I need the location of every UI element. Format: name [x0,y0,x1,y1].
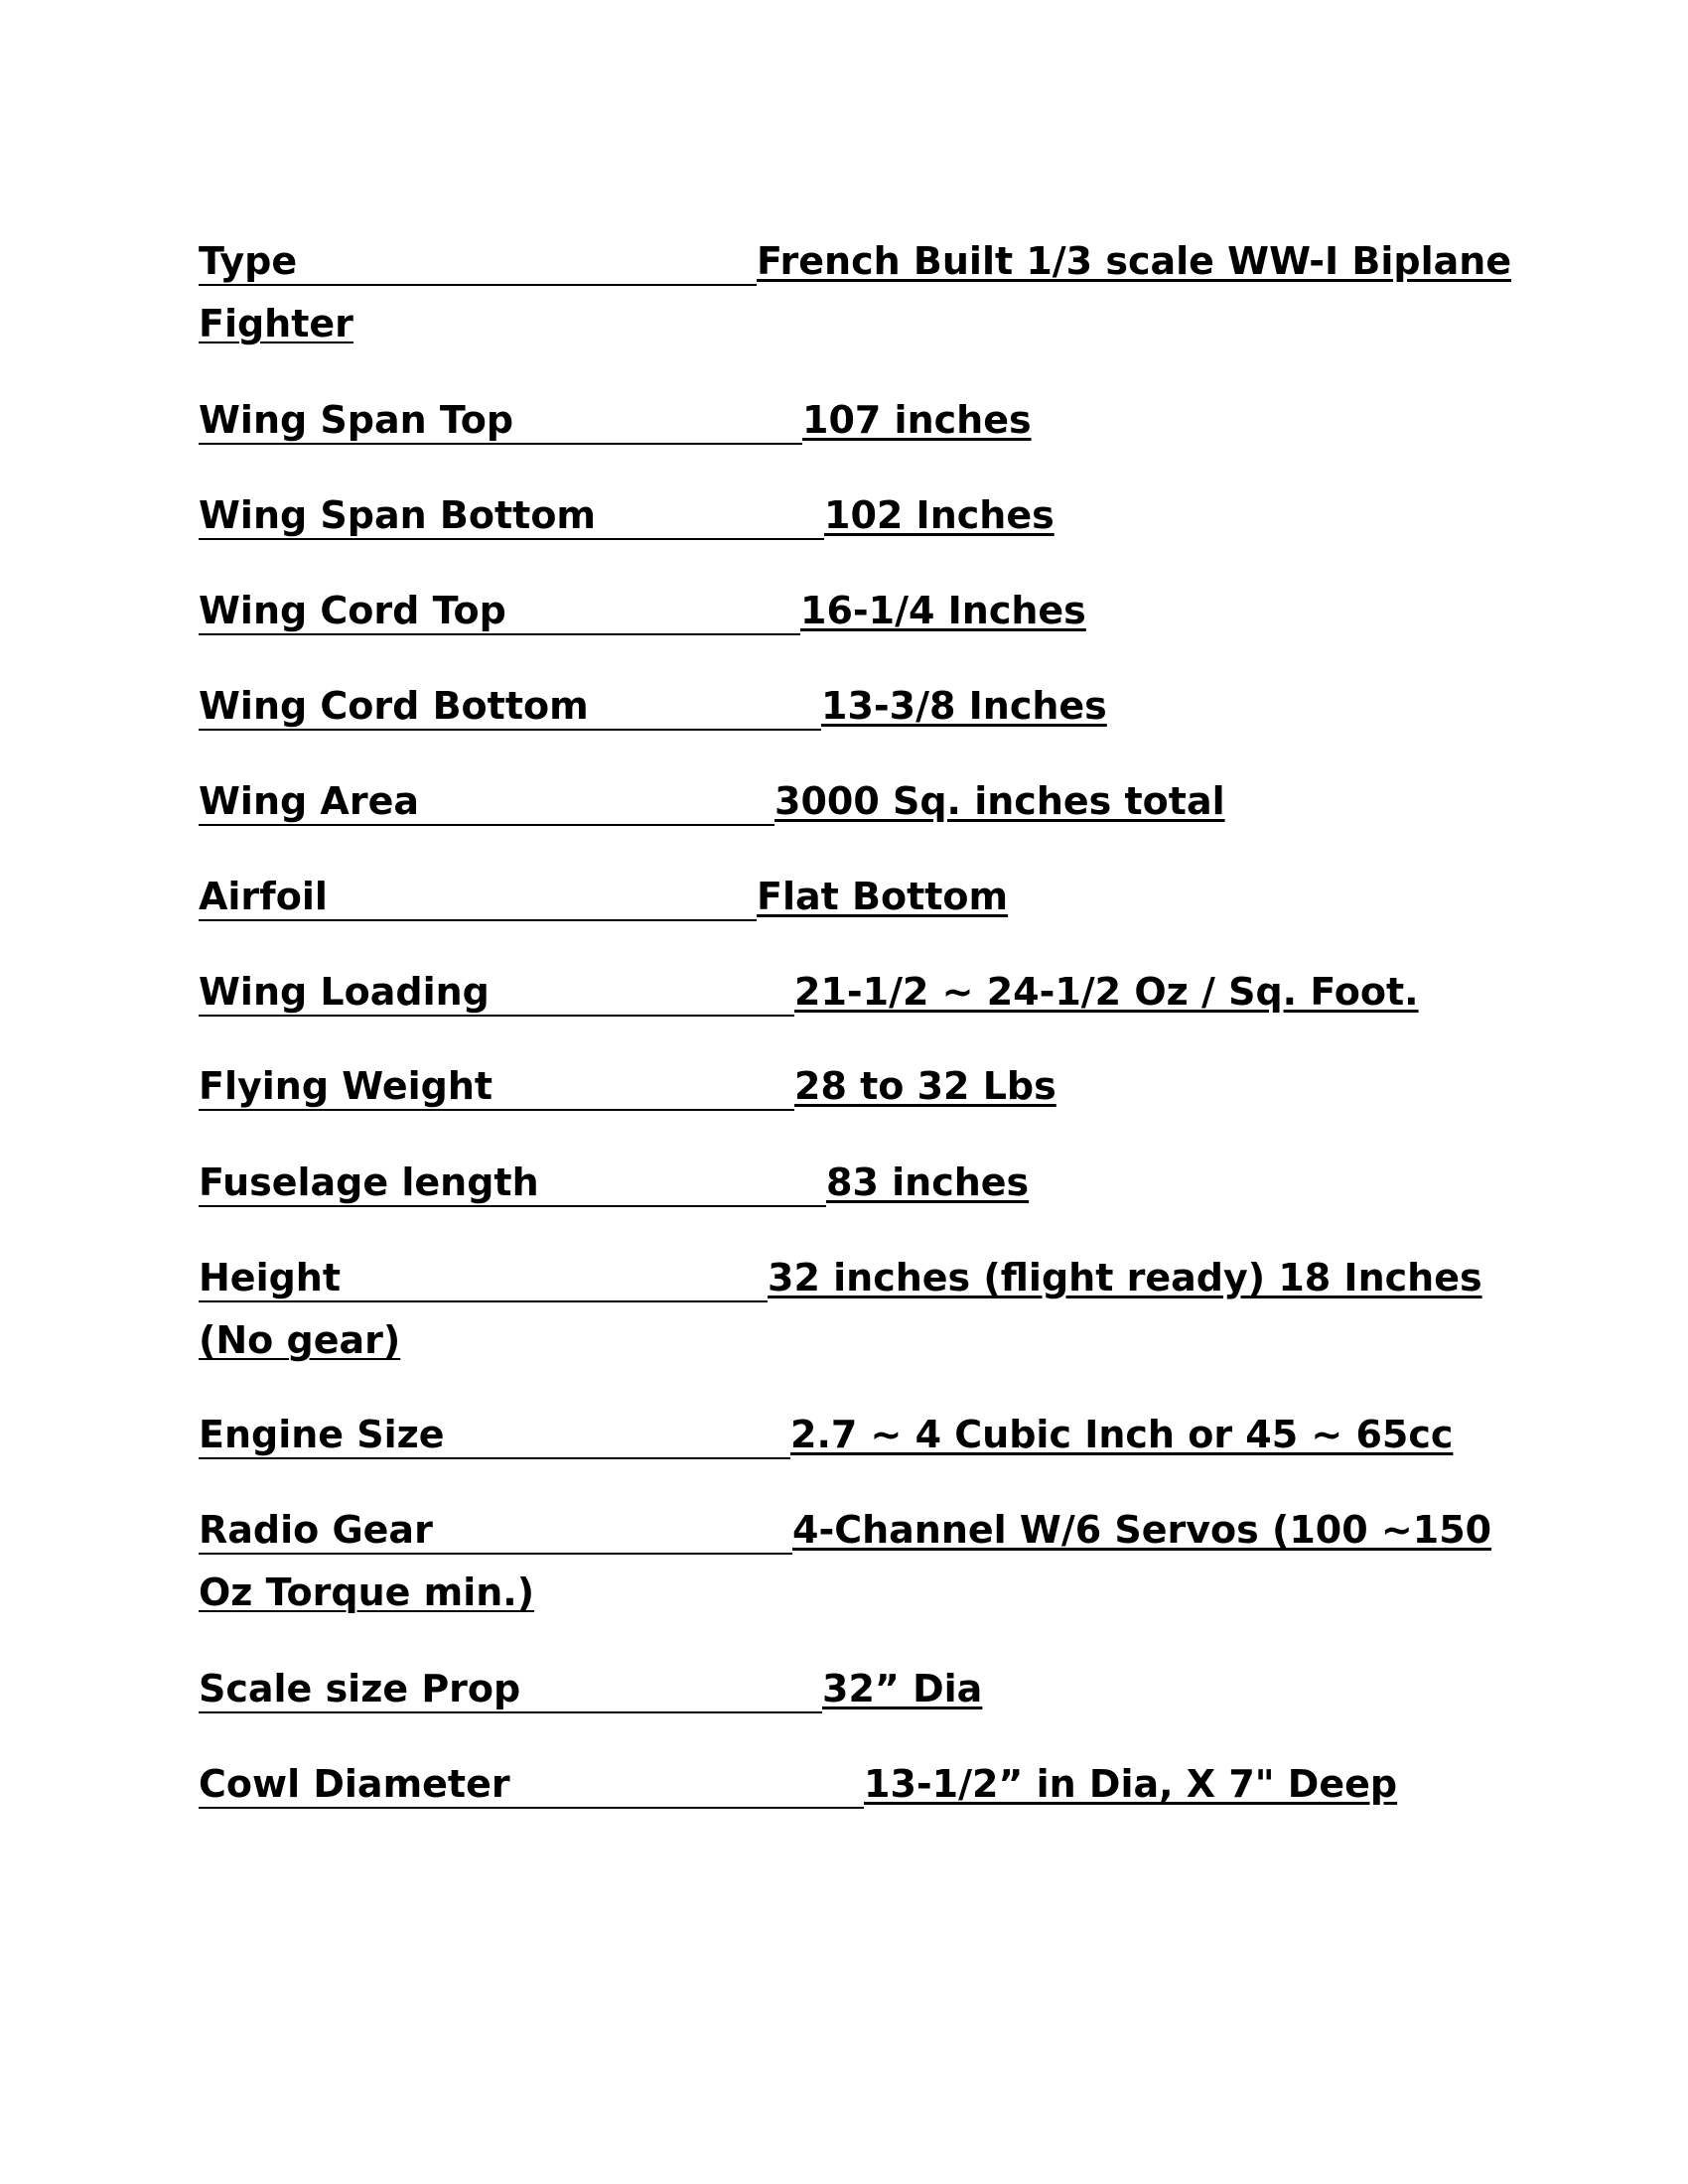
spec-label: Wing Cord Bottom [199,675,821,731]
spec-value: 28 to 32 Lbs [794,1064,1056,1108]
spec-value: 107 inches [802,398,1032,442]
spec-row [199,675,1107,738]
spec-row [199,1055,1056,1118]
spec-row [199,1247,1482,1309]
spec-row [199,1404,1453,1466]
spec-label: Engine Size [199,1404,790,1459]
spec-label: Airfoil [199,866,757,921]
spec-value: 83 inches [826,1160,1030,1204]
spec-row [199,580,1086,642]
spec-label: Wing Loading [199,961,794,1017]
spec-value-continuation: Oz Torque min.) [199,1570,535,1614]
spec-row [199,1152,1029,1214]
spec-label: Cowl Diameter [199,1753,864,1809]
spec-row [199,1753,1397,1816]
spec-value: 13-3/8 Inches [821,684,1107,728]
spec-value-continuation: (No gear) [199,1318,401,1362]
spec-row [199,389,1032,452]
spec-row [199,1658,982,1720]
spec-label: Wing Cord Top [199,580,800,635]
spec-row [199,230,1511,293]
spec-row [199,1499,1491,1562]
spec-label: Wing Area [199,770,774,826]
spec-value: Flat Bottom [757,875,1009,918]
spec-value: 3000 Sq. inches total [774,779,1225,823]
spec-row [199,770,1225,833]
spec-label: Wing Span Top [199,389,802,445]
spec-value: 4-Channel W/6 Servos (100 ~150 [792,1508,1492,1552]
spec-value-continuation: Fighter [199,302,353,345]
spec-value: French Built 1/3 scale WW-I Biplane [757,239,1512,283]
spec-row [199,961,1419,1024]
spec-label: Type [199,230,757,286]
spec-value: 32 inches (flight ready) 18 Inches [768,1256,1482,1299]
spec-value: 2.7 ~ 4 Cubic Inch or 45 ~ 65cc [790,1413,1454,1456]
spec-row [199,866,1008,928]
spec-row [199,484,1055,547]
spec-value: 13-1/2” in Dia, X 7" Deep [864,1762,1398,1806]
spec-label: Flying Weight [199,1055,794,1111]
spec-label: Height [199,1247,768,1302]
spec-label: Fuselage length [199,1152,826,1207]
spec-value: 16-1/4 Inches [800,589,1086,632]
spec-value: 32” Dia [822,1667,983,1710]
spec-value: 102 Inches [824,493,1055,537]
spec-value: 21-1/2 ~ 24-1/2 Oz / Sq. Foot. [794,970,1419,1014]
spec-label: Radio Gear [199,1499,792,1555]
spec-label: Scale size Prop [199,1658,822,1713]
spec-label: Wing Span Bottom [199,484,824,540]
